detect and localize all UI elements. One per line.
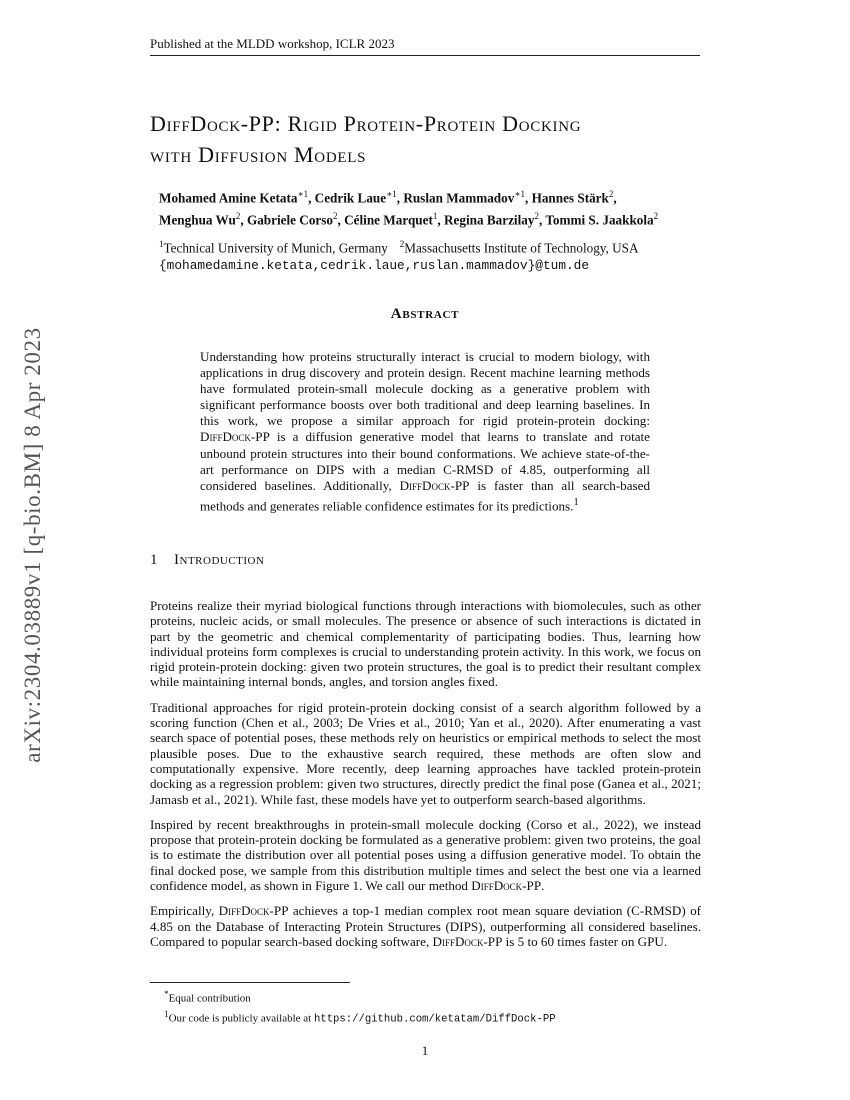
author-sup: 2 — [653, 211, 659, 222]
title-line-1: DiffDock-PP: Rigid Protein-Protein Docking — [150, 111, 582, 136]
paragraph: Traditional approaches for rigid protein-protein docking consist of a search algorithm followed by a scoring function (Chen et al., 2003; De Vries et al., 2010; Yan et al., 2020). After enumerating a vast search space of potential poses, these methods rely on heuristics or empirical methods to select the most plausible poses. Due to the exhaustive search required, these methods are often slow and computationally expensive. More recently, deep learning approaches have tackled protein-protein docking as a regression problem: given two structures, directly predict the final pose (Ganea et al., 2021; Jamasb et al., 2021). While fast, these models have yet to outperform search-based algorithms. — [150, 699, 701, 807]
footnote-mark: 1 — [164, 1008, 169, 1019]
author-sup: ∗1 — [297, 189, 309, 199]
author: Céline Marquet — [344, 212, 433, 228]
author-email[interactable]: {mohamedamine.ketata,cedrik.laue,ruslan.mammadov}@tum.de — [159, 258, 590, 274]
paragraph-part: . — [541, 878, 545, 894]
author-list: Mohamed Amine Ketata$^{∗1}$, Cedrik Laue$^{∗1}$, Ruslan Mammadov$^{∗1}$, Hannes Stärk$^2$, Menghua Wu$^2$, Gabriele Corso$^2$, Céline Marquet$^1$, Regina Barzilay$^2$, Tommi S. Jaakkola$^2$ — [159, 189, 659, 228]
author: Mohamed Amine Ketata — [159, 190, 298, 206]
author: Cedrik Laue — [314, 190, 387, 206]
section-heading-introduction — [150, 552, 264, 569]
title-line-2: with Diffusion Models — [150, 142, 367, 167]
footnote-ref[interactable]: 1 — [573, 495, 579, 508]
author-sup: 2 — [608, 189, 614, 199]
paragraph: Proteins realize their myriad biological functions through interactions with biomolecules, such as other proteins, nucleic acids, or small molecules. The presence or absence of such interactions is dictated in part by the geometric and chemical complementarity of participating bodies. Thus, learning how individual proteins form complexes is crucial to understanding protein activity. In this work, we focus on rigid protein-protein docking: given two protein structures, the goal is to predict their resultant complex while maintaining internal bonds, angles, and torsion angles fixed. — [150, 598, 701, 690]
footnote-text: Equal contribution — [168, 992, 251, 1005]
abstract-heading: Abstract — [390, 306, 460, 322]
author: Regina Barzilay — [443, 212, 535, 228]
footnote-text: Our code is publicly available at — [168, 1012, 314, 1025]
footnotes — [164, 987, 556, 1027]
arxiv-stamp — [8, 285, 58, 805]
affiliations — [159, 236, 719, 274]
paper-title — [150, 108, 710, 170]
paragraph-part: is 5 to 60 times faster on GPU. — [502, 933, 668, 949]
section-title: Introduction — [174, 552, 265, 568]
header-rule — [150, 55, 700, 56]
author: Hannes Stärk — [531, 190, 609, 206]
affil-sup: 1 — [159, 239, 164, 249]
abstract-part: is faster than all search-based methods and generates reliable confidence estimates for its predictions. — [200, 477, 650, 514]
running-header: Published at the MLDD workshop, ICLR 2023 — [150, 36, 395, 51]
author-sup: 2 — [534, 211, 539, 222]
abstract-part: Understanding how proteins structurally interact is crucial to modern biology, with applications in drug discovery and protein design. Recent machine learning methods have formulated protein-small molecule docking as a generative problem with significant performance boosts over both traditional and deep learning baselines. In this work, we propose a similar approach for rigid protein-protein docking: — [200, 349, 650, 429]
author: Menghua Wu — [159, 212, 236, 228]
footnote-mark: * — [164, 989, 169, 999]
affiliation-mit: Massachusetts Institute of Technology, USA — [404, 240, 639, 256]
method-name: DiffDock-PP — [471, 878, 542, 894]
code-url-link[interactable]: https://github.com/ketatam/DiffDock-PP — [313, 1013, 556, 1026]
affil-sup: 2 — [399, 239, 405, 249]
affiliation-tum: Technical University of Munich, Germany — [163, 240, 388, 256]
author-sup: ∗1 — [514, 189, 525, 199]
author: Tommi S. Jaakkola — [545, 212, 654, 228]
abstract-part: is a diffusion generative model that learns to translate and rotate unbound protein structures into their bound conformations. We achieve state-of-the-art performance on DIPS with a median C-RMSD of 4.85, outperforming all considered baselines. Additionally, — [200, 429, 650, 493]
method-name: DiffDock-PP — [200, 429, 270, 445]
author-sup: 2 — [333, 211, 338, 222]
page-number: 1 — [421, 1043, 429, 1058]
author: Ruslan Mammadov — [403, 190, 515, 206]
method-name: DiffDock-PP — [218, 903, 289, 919]
author-sup: 1 — [432, 211, 438, 222]
section-number: 1 — [150, 552, 158, 568]
author-sup: 2 — [235, 211, 241, 222]
author: Gabriele Corso — [246, 212, 334, 228]
abstract-text — [200, 349, 650, 514]
method-name: DiffDock-PP — [432, 933, 503, 949]
method-name: DiffDock-PP — [399, 477, 470, 493]
paragraph — [150, 903, 701, 949]
footnote-code — [164, 1007, 556, 1028]
paragraph-part: achieves a top-1 median complex root mean square deviation (C-RMSD) of 4.85 on the Database of Interacting Protein Structures (DIPS), outperforming all considered baselines. Compared to popular search-based docking software, — [150, 903, 701, 949]
author-sup: ∗1 — [386, 189, 397, 199]
arxiv-stamp-text: arXiv:2304.03889v1 [q-bio.BM] 8 Apr 2023 — [20, 327, 45, 763]
footnote-equal-contribution — [164, 987, 556, 1007]
footnote-rule — [150, 982, 350, 983]
paragraph — [150, 817, 701, 893]
introduction-body — [150, 598, 701, 959]
paragraph-part: Inspired by recent breakthroughs in protein-small molecule docking (Corso et al., 2022), we instead propose that protein-protein docking be formulated as a generative problem: given two proteins, the goal is to estimate the distribution over all potential poses using a diffusion generative model. To obtain the final docked pose, we sample from this distribution multiple times and select the best one via a learned confidence model, as shown in Figure 1. We call our method — [150, 816, 701, 894]
paragraph-part: Empirically, — [150, 903, 219, 919]
